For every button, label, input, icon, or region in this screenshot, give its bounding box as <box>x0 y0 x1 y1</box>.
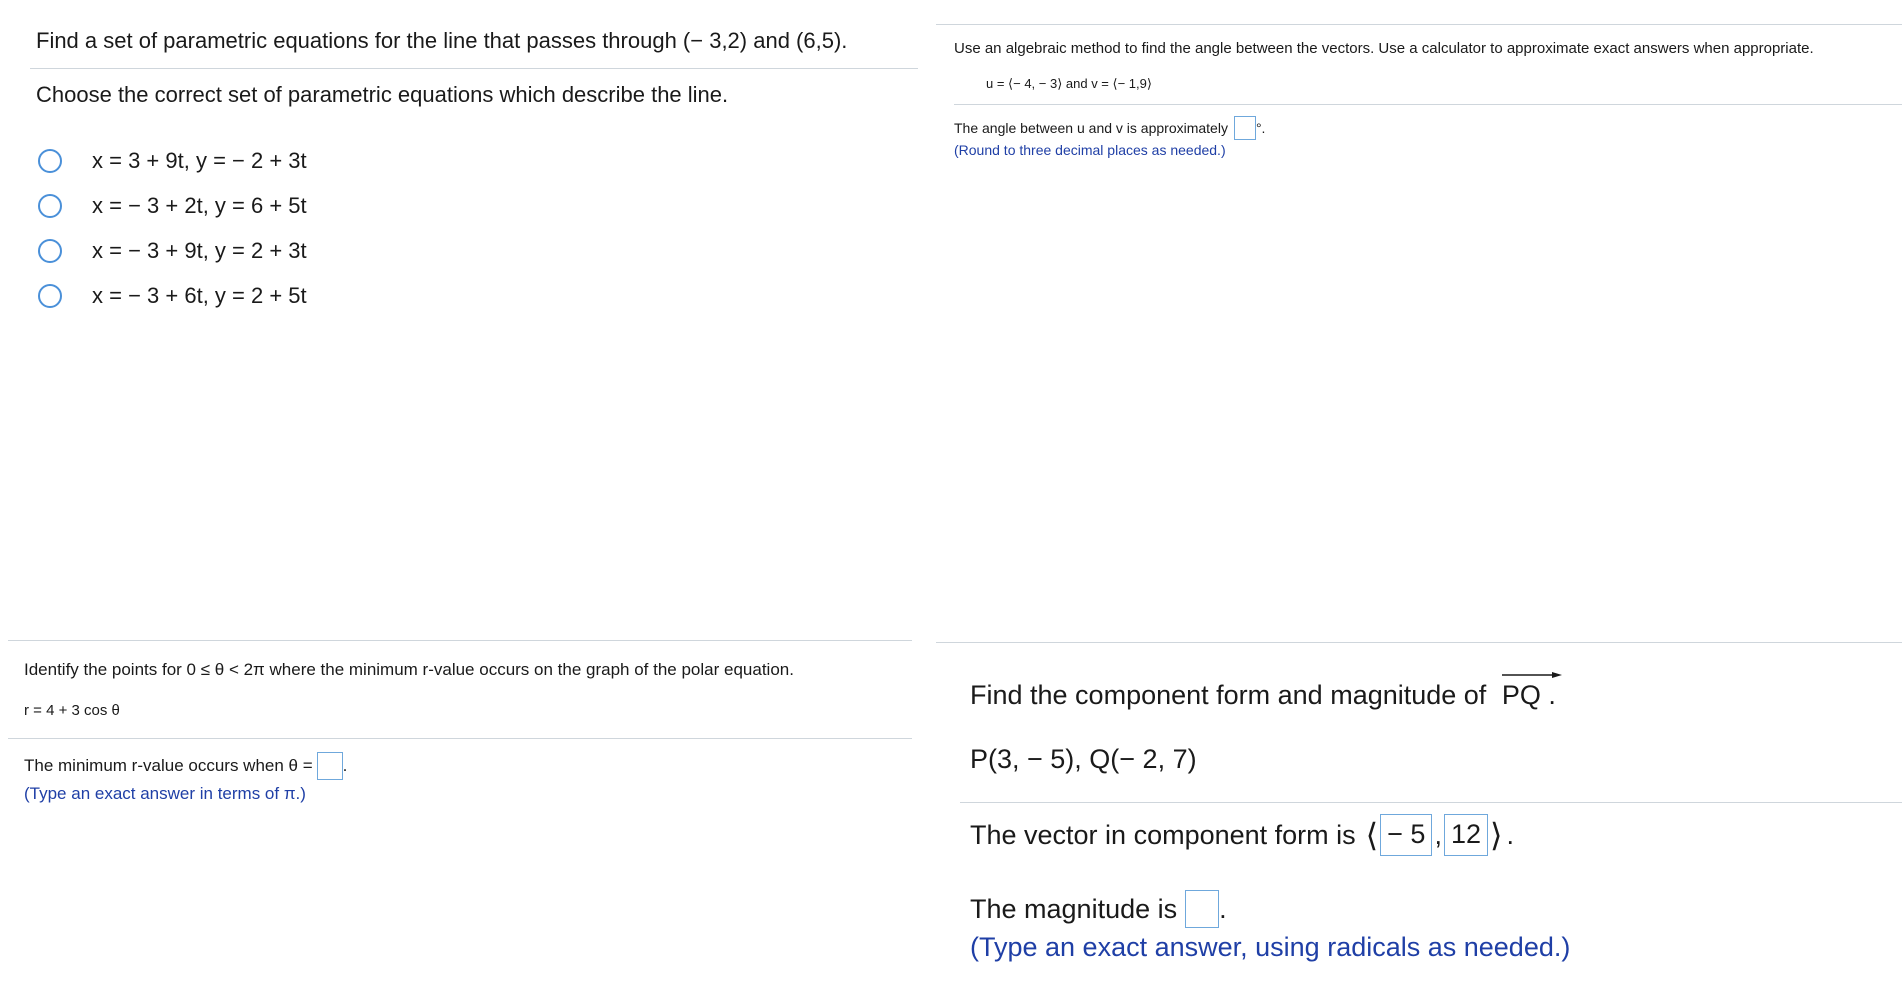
given-vectors: u = ⟨− 4, − 3⟩ and v = ⟨− 1,9⟩ <box>986 76 1152 91</box>
option-label: x = − 3 + 9t, y = 2 + 3t <box>92 238 307 263</box>
question-instruction: Choose the correct set of parametric equations which describe the line. <box>36 82 729 107</box>
divider <box>8 640 912 641</box>
magnitude-prefix: The magnitude is <box>970 893 1178 924</box>
divider <box>954 104 1902 105</box>
magnitude-suffix: . <box>1219 893 1227 924</box>
vector-component-question-panel <box>936 640 1902 990</box>
prompt-suffix: . <box>1548 680 1556 710</box>
option-label: x = − 3 + 2t, y = 6 + 5t <box>92 193 307 218</box>
answer-prefix: The minimum r-value occurs when θ = <box>24 756 313 775</box>
divider <box>8 738 912 739</box>
vector-pq <box>1502 680 1541 711</box>
comma: , <box>1434 819 1442 850</box>
radio-button[interactable] <box>38 194 62 218</box>
option-label: x = − 3 + 6t, y = 2 + 5t <box>92 283 307 308</box>
parametric-equations-question-panel <box>0 0 920 600</box>
divider <box>960 802 1902 803</box>
answer-option-1[interactable] <box>38 148 307 174</box>
divider <box>30 68 918 69</box>
divider <box>936 642 1902 643</box>
left-angle-bracket: ⟨ <box>1365 817 1379 853</box>
right-angle-bracket: ⟩ <box>1490 817 1503 853</box>
answer-prefix: The angle between u and v is approximately <box>954 120 1228 136</box>
answer-option-3[interactable] <box>38 238 307 264</box>
prompt-text: Find the component form and magnitude of <box>970 680 1487 710</box>
question-prompt: Identify the points for 0 ≤ θ < 2π where the minimum r-value occurs on the graph of the polar equation. <box>24 660 794 679</box>
option-label: x = 3 + 9t, y = − 2 + 3t <box>92 148 307 173</box>
radio-button[interactable] <box>38 284 62 308</box>
component-y-input[interactable]: 12 <box>1444 814 1488 856</box>
magnitude-answer-input[interactable] <box>1185 890 1219 928</box>
answer-hint: (Type an exact answer, using radicals as needed.) <box>970 932 1571 962</box>
magnitude-line <box>970 890 1227 928</box>
radio-button[interactable] <box>38 149 62 173</box>
answer-suffix: . <box>342 756 348 775</box>
divider <box>936 24 1902 25</box>
polar-equation-question-panel <box>0 640 920 990</box>
answer-line <box>24 752 347 780</box>
vector-arrow-icon <box>1502 672 1562 678</box>
answer-option-2[interactable] <box>38 193 307 219</box>
theta-answer-input[interactable] <box>317 752 343 780</box>
vector-label: PQ <box>1501 680 1541 710</box>
angle-answer-input[interactable] <box>1234 116 1256 140</box>
component-prefix: The vector in component form is <box>970 819 1356 850</box>
answer-hint: (Round to three decimal places as needed.) <box>954 142 1226 158</box>
polar-equation: r = 4 + 3 cos θ <box>24 702 120 719</box>
question-prompt: Find a set of parametric equations for the line that passes through (− 3,2) and (6,5). <box>36 28 848 53</box>
component-form-line <box>970 814 1514 856</box>
question-prompt: Use an algebraic method to find the angle between the vectors. Use a calculator to approximate exact answers when appropriate. <box>954 40 1814 57</box>
vector-angle-question-panel <box>936 0 1902 600</box>
question-prompt <box>970 680 1556 711</box>
given-points: P(3, − 5), Q(− 2, 7) <box>970 744 1197 774</box>
component-x-input[interactable]: − 5 <box>1380 814 1432 856</box>
answer-line <box>954 116 1265 140</box>
radio-button[interactable] <box>38 239 62 263</box>
answer-hint: (Type an exact answer in terms of π.) <box>24 784 306 803</box>
answer-option-4[interactable] <box>38 283 307 309</box>
answer-suffix: °. <box>1255 120 1266 136</box>
period: . <box>1506 819 1515 850</box>
